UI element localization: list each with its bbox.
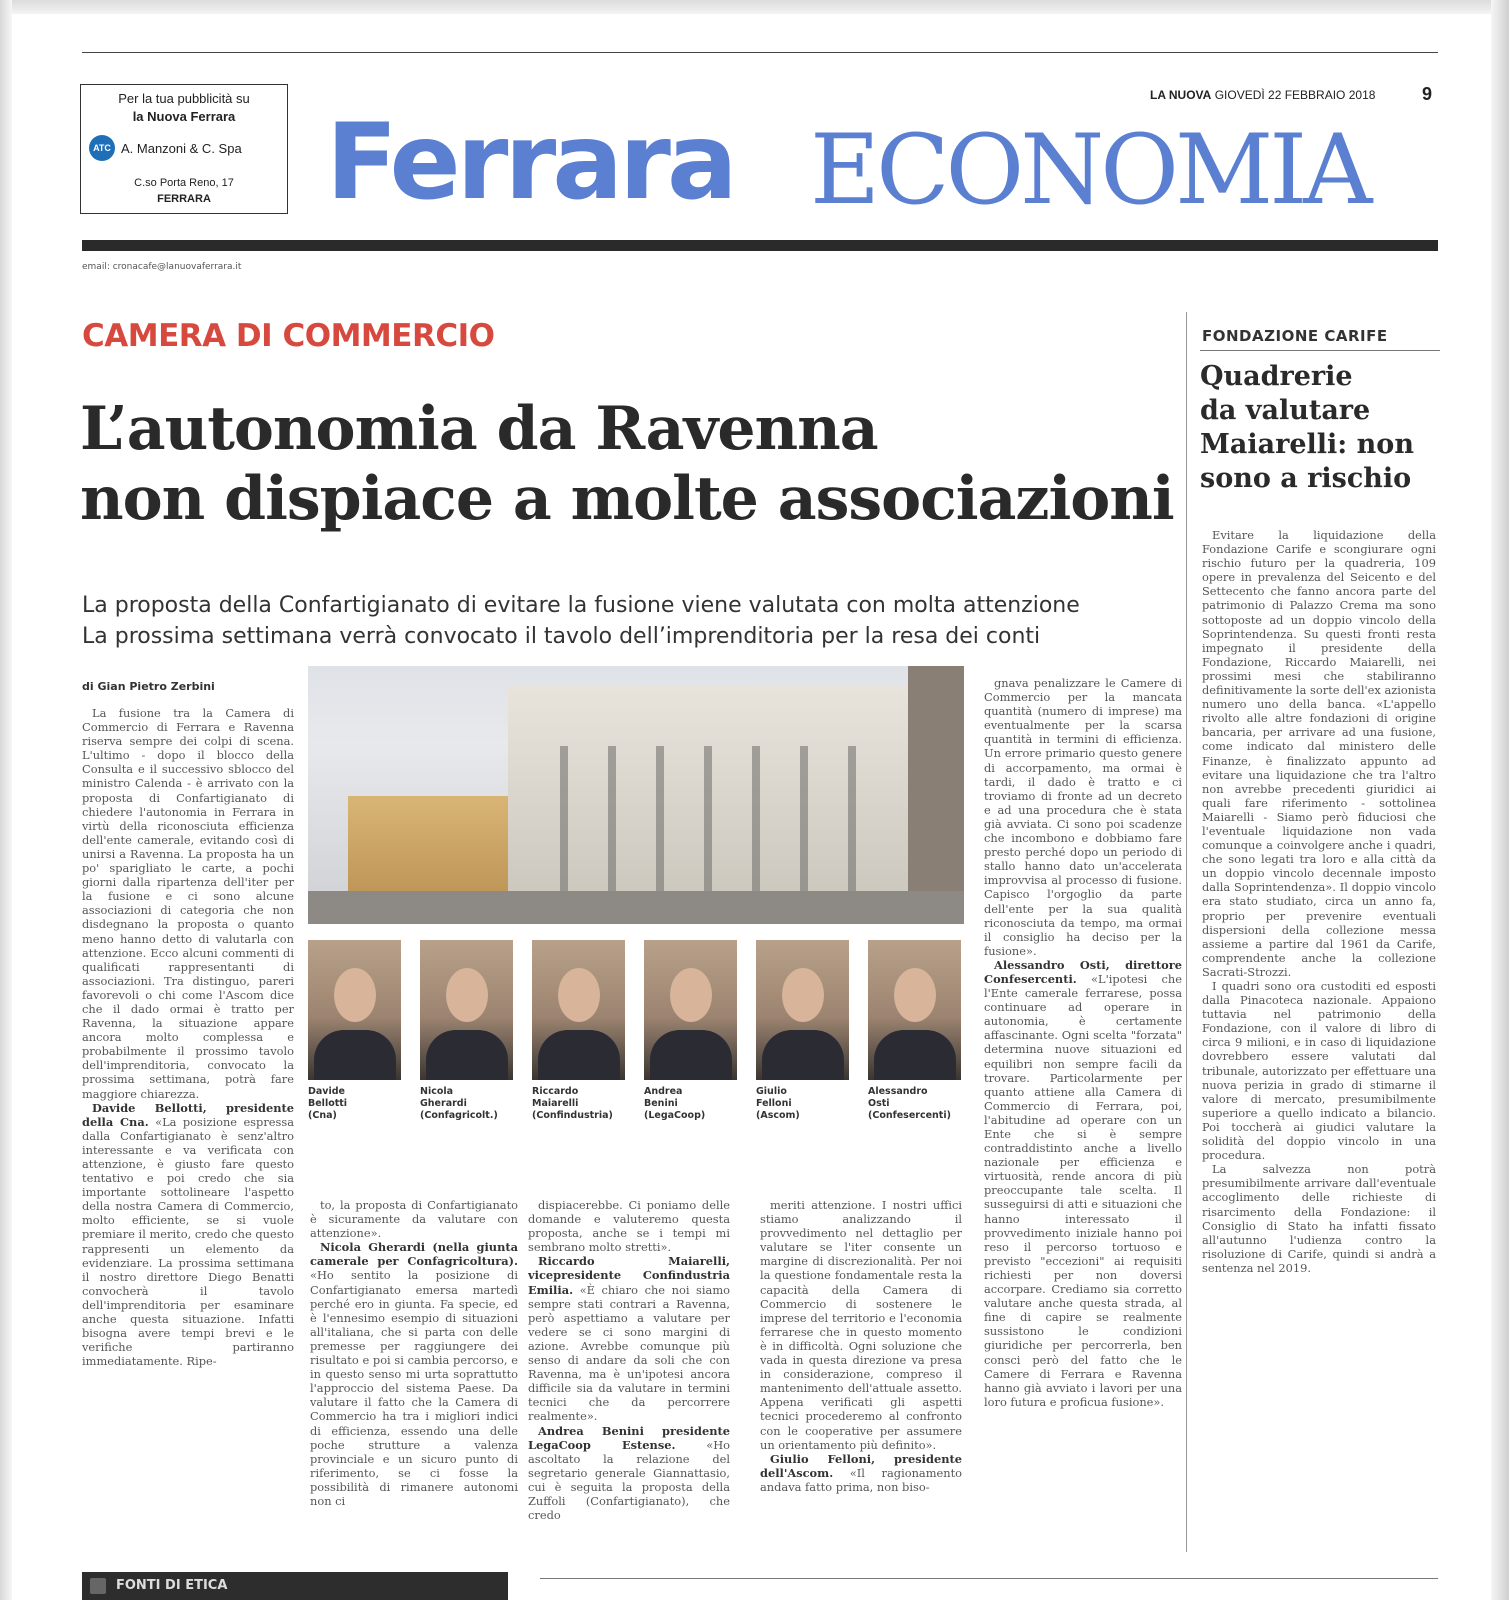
paragraph: I quadri sono ora custoditi ed esposti dalla Pinacoteca nazionale. Appaiono tuttavia nel patrimonio della Fondazione, con il valore di libro di circa 9 milioni, e in caso di liquidazione dovrebbero essere valutati dal tribunale, autorizzato per effettuare una nuova perizia in grado di stimarne il valore di mercato, presumibilmente superiore a quello indicato a bilancio. Poi toccherà ai giudici valutare la solidità del doppio vincolo in una procedura. xyxy=(1202,979,1436,1163)
screenshot-left-edge xyxy=(0,0,12,1600)
article-column-3 xyxy=(528,1198,730,1542)
paragraph: gnava penalizzare le Camere di Commercio per la mancata quantità (numero di imprese) ma eventualmente per la scarsa quantità in termini di efficienza. Un errore primario questo genere di accorpamento, ma ormai è tardi, il dado è tratto e ci troviamo di fronte ad un decreto e ad una procedura che è stata già avviata. Ci sono poi scadenze che incombono e dobbiamo fare presto perché dopo un periodo di stallo hanno dato un'accelerata improvvisa al processo di fusione. Capisco l'orgoglio da parte dell'ente per la sua qualità riconosciuta da tempo, ma ormai il consiglio ha deciso per la fusione». xyxy=(984,676,1182,958)
portrait-strip xyxy=(308,940,964,1140)
article-column-5 xyxy=(984,676,1182,1542)
caption-name: Alessandro xyxy=(868,1086,928,1097)
sidebar-body xyxy=(1202,528,1436,1546)
portrait-caption xyxy=(532,1086,632,1122)
screenshot-right-edge xyxy=(1491,0,1509,1600)
portrait-photo xyxy=(420,940,513,1080)
building-photo xyxy=(308,666,964,924)
portrait-caption xyxy=(868,1086,968,1122)
paragraph: «Ho sentito la posizione di Confartigianato emersa martedì perché ero in giunta. Fa specie, ed è l'ennesimo esempio di situazioni all'italiana, che si parta con delle premesse per raggiungere dei risultato e poi si cambia percorso, e in questo senso mi urta soprattutto l'approccio del sistema Paese. Da valutare il fatto che la Camera di Commercio ha tra i migliori indici di efficienza, essendo una delle poche strutture a valenza provinciale e un sicuro punto di riferimento, se ci fosse la possibilità di rimanere autonomi non ci xyxy=(310,1268,518,1508)
sidebar-divider xyxy=(1186,312,1187,1552)
newspaper-name: LA NUOVA xyxy=(1150,88,1212,102)
footer-rule xyxy=(540,1578,1438,1579)
photo-windows xyxy=(538,746,878,906)
sidebar-headline-line: Maiarelli: non xyxy=(1200,429,1414,460)
advert-line-2: la Nuova Ferrara xyxy=(132,109,236,124)
advert-line-5: FERRARA xyxy=(157,193,211,205)
section-title-economia: ECONOMIA xyxy=(810,114,1369,226)
portrait-photo xyxy=(756,940,849,1080)
section-title-ferrara: Ferrara xyxy=(326,101,734,223)
paragraph: «È chiaro che noi siamo sempre stati contrari a Ravenna, però aspettiamo a valutare per vedere se ci sono margini di azione. Avrebbe comunque più senso di andare da soli che con Ravenna, ma è un'ipotesi ancora difficile sia da valutare in termini tecnici che da percorrere realmente». xyxy=(528,1282,730,1424)
sidebar-headline-line: Quadrerie xyxy=(1200,361,1353,392)
paragraph: «La posizione espressa dalla Confartigianato è senz'altro interessante e va verificata con attenzione, è giusto fare questo tentativo e poi credo che sia importante sottolineare l'aspetto della nostra Camera di Commercio, molto efficiente, se si vuole premiare il merito, credo che questo rappresenti un elemento da evidenziare. La prossima settimana il nostro direttore Diego Benatti convocherà il tavolo dell'imprenditoria per esaminare anche questa situazione. Infatti bisogna avere tempi brevi e le verifiche partiranno immediatamente. Ripe- xyxy=(82,1114,294,1369)
page-number: 9 xyxy=(1422,84,1433,104)
caption-surname: Gherardi xyxy=(420,1098,467,1109)
screenshot-top-edge xyxy=(0,0,1509,14)
quote-lead: Riccardo Maiarelli, vicepresidente Confindustria Emilia. xyxy=(528,1254,730,1297)
article-column-2 xyxy=(310,1198,518,1542)
article-kicker: CAMERA DI COMMERCIO xyxy=(82,318,495,354)
portrait-caption xyxy=(756,1086,856,1122)
email-line: email: cronacafe@lanuovaferrara.it xyxy=(82,262,242,272)
advert-logo-icon: ATC xyxy=(89,135,115,161)
portrait-photo xyxy=(644,940,737,1080)
caption-org: (LegaCoop) xyxy=(644,1110,706,1121)
advert-line-3: A. Manzoni & C. Spa xyxy=(121,141,242,156)
caption-surname: Maiarelli xyxy=(532,1098,579,1109)
sidebar-headline xyxy=(1200,360,1440,496)
article-column-1 xyxy=(82,706,294,1542)
portrait-caption xyxy=(644,1086,744,1122)
footer-icon xyxy=(90,1578,106,1594)
caption-org: (Ascom) xyxy=(756,1110,800,1121)
paragraph: La fusione tra la Camera di Commercio di Ferrara e Ravenna riserva sempre dei colpi di scena. L'ultimo - dopo il blocco della Consulta e il successivo sblocco del ministro Calenda - è arrivato con la proposta di Confartigianato di chiedere l'autonomia in Ferrara in virtù della riconosciuta efficienza dell'ente camerale, evitando così di unirsi a Ravenna. La proposta ha un po' sparigliato le carte, a pochi giorni dalla ripartenza dell'iter per la fusione e ci sono alcune associazioni di categoria che non disdegnano la proposta o quanto meno hanno detto di valutarla con attenzione. Ecco alcuni commenti di qualificati rappresentanti di associazioni. Tra distinguo, pareri favorevoli o chi come l'Ascom dice che il dado ormai è tratto per Ravenna, la situazione appare ancora molto complessa e probabilmente il prossimo tavolo dell'imprenditoria, convocato la prossima settimana, potrà fare maggiore chiarezza. xyxy=(82,706,294,1101)
article-subhead xyxy=(82,590,1212,652)
sidebar-headline-line: sono a rischio xyxy=(1200,463,1412,494)
sidebar-kicker-rule xyxy=(1200,350,1440,351)
portrait-photo xyxy=(868,940,961,1080)
portrait-photo xyxy=(532,940,625,1080)
advert-box xyxy=(80,84,288,214)
issue-date: GIOVEDÌ 22 FEBBRAIO 2018 xyxy=(1214,88,1376,102)
portrait-caption xyxy=(308,1086,408,1122)
paragraph: to, la proposta di Confartigianato è sicuramente da valutare con attenzione». xyxy=(310,1198,518,1241)
headline-line-2: non dispiace a molte associazioni xyxy=(80,464,1174,534)
paragraph: dispiacerebbe. Ci poniamo delle domande e valuteremo questa proposta, anche se i tempi mi sembrano molto stretti». xyxy=(528,1198,730,1255)
caption-name: Giulio xyxy=(756,1086,787,1097)
caption-org: (Confesercenti) xyxy=(868,1110,951,1121)
quote-lead: Andrea Benini presidente LegaCoop Estense. xyxy=(528,1423,730,1452)
masthead-rule xyxy=(82,240,1438,251)
headline-line-1: L’autonomia da Ravenna xyxy=(80,394,878,464)
article-headline xyxy=(80,394,1200,534)
caption-name: Nicola xyxy=(420,1086,454,1097)
subhead-line-2: La prossima settimana verrà convocato il tavolo dell’imprenditoria per la resa dei conti xyxy=(82,624,1041,649)
paragraph: La salvezza non potrà presumibilmente arrivare dall'eventuale accoglimento delle richieste di risarcimento della Fondazione: il Consiglio di Stato ha infatti fissato all'autunno l'udienza contro la risoluzione di Carife, quindi si andrà a sentenza nel 2019. xyxy=(1202,1162,1436,1275)
paragraph: «Ho ascoltato la relazione del segretario generale Giannattasio, cui è seguita la proposta della Zuffoli (Confartigianato), che credo xyxy=(528,1437,730,1523)
advert-line-1: Per la tua pubblicità su xyxy=(118,91,250,106)
advert-line-4: C.so Porta Reno, 17 xyxy=(134,177,234,189)
caption-org: (Cna) xyxy=(308,1110,337,1121)
caption-name: Riccardo xyxy=(532,1086,579,1097)
top-rule xyxy=(82,52,1438,53)
byline: di Gian Pietro Zerbini xyxy=(82,680,215,693)
caption-surname: Benini xyxy=(644,1098,678,1109)
portrait-caption xyxy=(420,1086,520,1122)
quote-lead: Giulio Felloni, presidente dell'Ascom. xyxy=(760,1451,962,1480)
caption-org: (Confindustria) xyxy=(532,1110,613,1121)
paragraph: meriti attenzione. I nostri uffici stiamo analizzando il provvedimento nel dettaglio per valutare se l'iter consente un margine di discrezionalità. Per noi la questione fondamentale resta la capacità della Camera di Commercio di sostenere le imprese del territorio e l'economia ferrarese che in questo momento è in difficoltà. Ogni soluzione che vada in questa direzione va presa in considerazione, compreso il mantenimento dell'attuale assetto. Appena verificati gli aspetti tecnici procederemo al confronto con le cooperative per assumere un orientamento più definito». xyxy=(760,1198,962,1452)
sidebar-kicker: FONDAZIONE CARIFE xyxy=(1202,327,1388,345)
subhead-line-1: La proposta della Confartigianato di evitare la fusione viene valutata con molta attenzione xyxy=(82,593,1080,618)
quote-lead: Davide Bellotti, presidente della Cna. xyxy=(82,1100,294,1129)
caption-surname: Bellotti xyxy=(308,1098,348,1109)
quote-lead: Alessandro Osti, direttore Confesercenti. xyxy=(984,957,1182,986)
paragraph: «L'ipotesi che l'Ente camerale ferrarese, possa continuare ad operare in autonomia, è certamente affascinante. Ogni scelta "forzata" determina nuove situazioni ed equilibri non sempre facili da trovare. Particolarmente per quanto attiene alla Camera di Commercio di Ferrara, poi, l'abitudine ad operare con un Ente che si è sempre contraddistinto anche a livello nazionale per efficienza e virtuosità, rende ancora di più preoccupante tale scelta. Il susseguirsi di atti e situazioni che hanno interessato il provvedimento iniziale hanno poi reso il percorso tortuoso e previsto "eccezioni" ai requisiti richiesti per non doversi accorpare. Crediamo sia corretto valutare anche questa strada, al fine di capire se realmente sussistono le condizioni giuridiche per percorrerla, ben consci però del fatto che le Camere di Ferrara e Ravenna hanno già avviato i lavori per una loro futura e proficua fusione». xyxy=(984,971,1182,1409)
photo-street xyxy=(308,891,964,924)
masthead-info xyxy=(1150,88,1375,102)
caption-org: (Confagricolt.) xyxy=(420,1110,498,1121)
caption-surname: Felloni xyxy=(756,1098,792,1109)
photo-building-right xyxy=(908,666,964,924)
article-column-4 xyxy=(760,1198,962,1542)
paragraph: Evitare la liquidazione della Fondazione Carife e scongiurare ogni rischio futuro per la quadreria, 109 opere in prevalenza del Seicento e del Settecento che fanno ancora parte del patrimonio di Palazzo Crema ma sono sottoposte ad un doppio vincolo della Soprintendenza. Su questi fronti resta impegnato il presidente della Fondazione, Riccardo Maiarelli, nei prossimi mesi che stabiliranno definitivamente la sorte dell'ex azionista numero uno della banca. «L'appello rivolto alle altre fondazioni di origine bancaria, per arrivare ad una fusione, come indicato dal ministero delle Finanze, è finalizzato appunto ad evitare una liquidazione che tra l'altro non avrebbe precedenti giuridici ai quali fare riferimento - sottolinea Maiarelli - Siamo però fiduciosi che l'eventuale liquidazione non vada comunque a coinvolgere anche i quadri, che sono legati tra loro e alla città da un doppio vincolo decennale imposto dalla Soprintendenza». Il doppio vincolo era stato studiato, circa un anno fa, proprio per prevenire eventuali dispersioni della collezione messa assieme a partire dal 1961 da Carife, comprendente anche la collezione Sacrati-Strozzi. xyxy=(1202,528,1436,979)
sidebar-headline-line: da valutare xyxy=(1200,395,1371,426)
footer-label: FONTI DI ETICA xyxy=(116,1578,228,1593)
portrait-photo xyxy=(308,940,401,1080)
paragraph: «Il ragionamento andava fatto prima, non biso- xyxy=(760,1465,962,1494)
caption-name: Davide xyxy=(308,1086,345,1097)
caption-surname: Osti xyxy=(868,1098,890,1109)
quote-lead: Nicola Gherardi (nella giunta camerale per Confagricoltura). xyxy=(310,1240,518,1269)
caption-name: Andrea xyxy=(644,1086,683,1097)
